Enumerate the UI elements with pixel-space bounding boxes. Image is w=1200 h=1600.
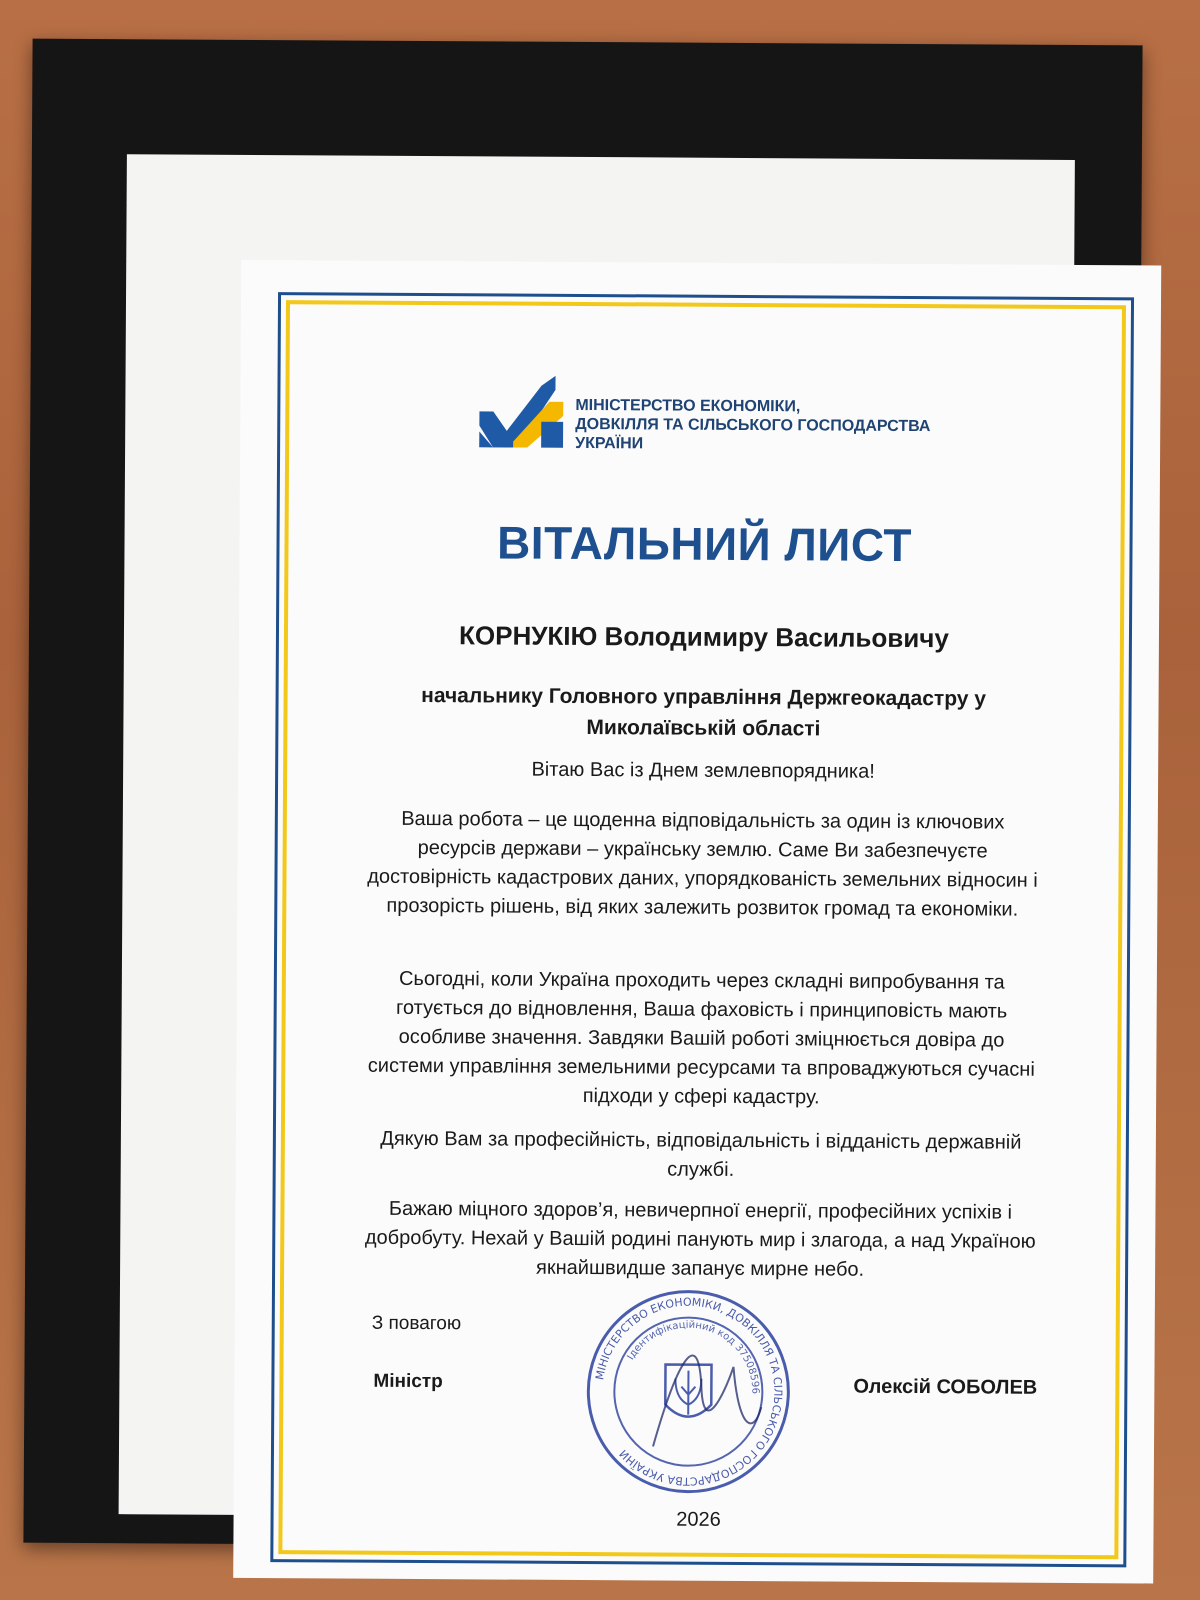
paragraph-2: Сьогодні, коли Україна проходить через складні випробування та готується до відновлення, Ваша фаховість і принциповість мають особливе значення. Завдяки Вашій роботі зміцнюється довіра до системи управління земельними ресурсами та впроваджуються сучасні підходи у сфері кадастру.: [367, 967, 1035, 1109]
picture-frame: [23, 39, 1142, 1550]
letter-content: [282, 304, 1122, 1555]
ministry-line-3: УКРАЇНИ: [575, 434, 644, 453]
recipient-position: начальнику Головного управління Держгеокадастру у Миколаївській області: [421, 684, 987, 741]
letter-paper: [233, 260, 1161, 1584]
ministry-logo-icon: [479, 375, 563, 448]
signer-title: Міністр: [373, 1370, 443, 1393]
recipient-name: КОРНУКІЮ Володимиру Васильовичу: [459, 620, 949, 654]
paragraph-1: Ваша робота – це щоденна відповідальність за один із ключових ресурсів держави – українську землю. Саме Ви забезпечуєте достовірність кадастрових даних, упорядкованість земельних відносин і прозорість рішень, від яких залежить розвиток громад та економіки.: [367, 807, 1038, 921]
greeting: Вітаю Вас із Днем землевпорядника!: [531, 758, 875, 783]
frame-mat: [119, 154, 1075, 1531]
seal-inner-text: Ідентифікаційний код 37508596: [625, 1319, 761, 1395]
paragraph-3: Дякую Вам за професійність, відповідальність і відданість державній службі.: [380, 1127, 1022, 1181]
year: 2026: [676, 1508, 721, 1531]
official-seal-icon: [583, 1286, 794, 1497]
closing: З повагою: [371, 1312, 462, 1335]
ministry-line-1: МІНІСТЕРСТВО ЕКОНОМІКИ,: [575, 396, 801, 416]
ministry-name: [575, 396, 1035, 456]
signer-name: Олексій СОБОЛЕВ: [853, 1375, 1038, 1399]
seal-outer-text: МІНІСТЕРСТВО ЕКОНОМІКИ, ДОВКІЛЛЯ ТА СІЛЬСЬКОГО ГОСПОДАРСТВА УКРАЇНИ: [593, 1295, 785, 1488]
letter-title: ВІТАЛЬНИЙ ЛИСТ: [496, 516, 913, 572]
ministry-line-2: ДОВКІЛЛЯ ТА СІЛЬСЬКОГО ГОСПОДАРСТВА: [575, 415, 931, 436]
paragraph-4: Бажаю міцного здоров’я, невичерпної енергії, професійних успіхів і добробуту. Нехай у Вашій родині панують мир і злагода, а над Україною якнайшвидше запанує мирне небо.: [364, 1197, 1036, 1281]
